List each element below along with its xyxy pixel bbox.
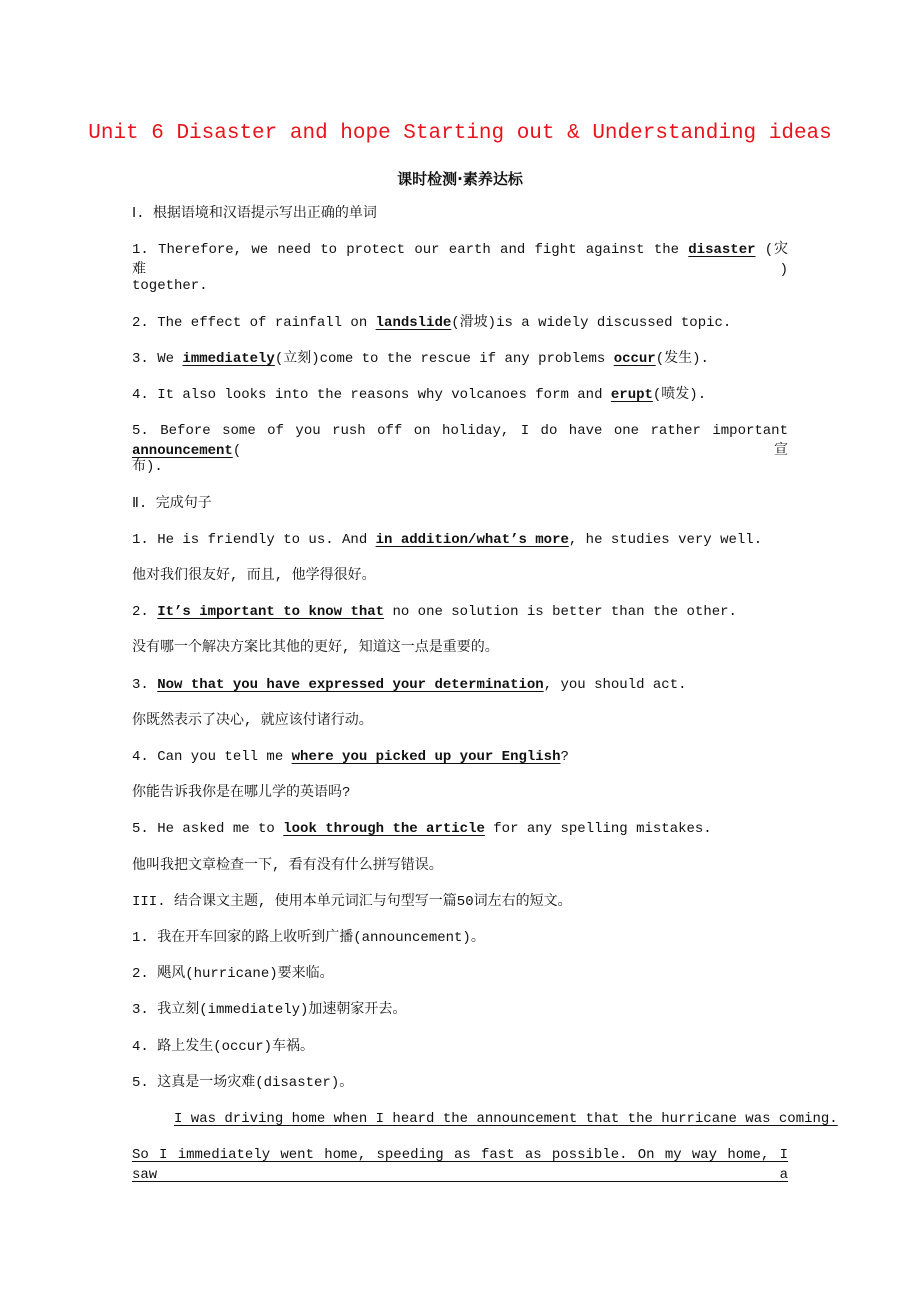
text-line [132, 819, 788, 839]
line-text: 1. He is friendly to us. And [132, 531, 376, 548]
text-line [132, 711, 788, 731]
page-title: Unit 6 Disaster and hope Starting out & Understanding ideas [88, 122, 832, 145]
text-line [132, 1073, 788, 1093]
line-text: 3. [132, 676, 158, 693]
text-line [132, 928, 788, 948]
text-line [132, 457, 788, 477]
text-line [132, 892, 788, 912]
line-text: Ⅰ. 根据语境和汉语提示写出正确的单词 [132, 206, 377, 222]
text-line [132, 385, 788, 405]
line-text: 3. We [132, 350, 183, 367]
answer-text: immediately [182, 350, 275, 367]
line-text: 1. Therefore, we need to protect our earth and fight against the [132, 242, 689, 259]
answer-text: look through the article [283, 821, 485, 838]
line-text: , he studies very well. [568, 531, 763, 548]
text-line [132, 530, 788, 550]
line-text: 你能告诉我你是在哪儿学的英语吗? [132, 785, 351, 802]
answer-text: occur [613, 350, 656, 367]
line-text: , you should act. [543, 676, 687, 693]
answer-text: It’s important to know that [157, 604, 385, 621]
text-line [132, 675, 788, 695]
line-text: 4. It also looks into the reasons why volcanoes form and [132, 387, 611, 403]
text-line [132, 1145, 788, 1185]
answer-text: I was driving home when I heard the announcement that the hurricane was coming. [174, 1111, 838, 1127]
line-text: 5. He asked me to [132, 821, 284, 838]
line-text: no one solution is better than the other. [384, 604, 737, 621]
line-text: 你既然表示了决心, 就应该付诸行动。 [132, 712, 373, 729]
answer-text: erupt [610, 387, 653, 403]
text-line [132, 494, 788, 514]
line-text: 2. 飓风(hurricane)要来临。 [132, 966, 334, 983]
line-text: 5. 这真是一场灾难(disaster)。 [132, 1074, 354, 1091]
line-text: 他叫我把文章检查一下, 看有没有什么拼写错误。 [132, 857, 443, 874]
text-line [132, 276, 788, 296]
line-text: 布). [132, 459, 163, 476]
text-line [174, 1109, 838, 1129]
line-text: for any spelling mistakes. [484, 821, 712, 838]
line-text: 1. 我在开车回家的路上收听到广播(announcement)。 [132, 930, 485, 946]
text-line [132, 638, 788, 658]
answer-text: landslide [375, 314, 452, 331]
line-text: 5. Before some of you rush off on holiday, I do have one rather important [132, 423, 788, 440]
line-text: 2. The effect of rainfall on [132, 314, 376, 331]
text-line [132, 602, 788, 622]
answer-text: Now that you have expressed your determination [157, 676, 544, 693]
text-line [132, 856, 788, 876]
text-line [132, 747, 788, 767]
answer-text: disaster [688, 242, 756, 259]
page-subtitle: 课时检测·素养达标 [397, 170, 523, 188]
line-text: (滑坡)is a widely discussed topic. [451, 314, 732, 331]
text-line [132, 421, 788, 461]
text-line [132, 204, 788, 224]
text-line [132, 240, 788, 280]
answer-text: where you picked up your English [291, 749, 561, 765]
line-text: (发生). [655, 350, 709, 367]
text-line [132, 313, 788, 333]
line-text: III. 结合课文主题, 使用本单元词汇与句型写一篇50词左右的短文。 [132, 893, 572, 910]
text-line [132, 1000, 788, 1020]
line-text: (立刻)come to the rescue if any problems [274, 350, 614, 367]
answer-text: in addition/what’s more [375, 531, 569, 548]
text-line [132, 566, 788, 586]
line-text: (宣 [232, 443, 788, 460]
text-line [132, 783, 788, 803]
text-line [132, 1037, 788, 1057]
line-text: (灾难) [132, 242, 788, 279]
line-text: 他对我们很友好, 而且, 他学得很好。 [132, 568, 376, 584]
answer-text: announcement [132, 443, 233, 460]
line-text: together. [132, 278, 208, 295]
line-text: 4. Can you tell me [132, 749, 292, 765]
line-text: Ⅱ. 完成句子 [132, 495, 212, 512]
text-line [132, 349, 788, 369]
line-text: 2. [132, 604, 158, 621]
line-text: (喷发). [652, 387, 707, 403]
text-line [132, 964, 788, 984]
line-text: 3. 我立刻(immediately)加速朝家开去。 [132, 1002, 407, 1019]
answer-text: So I immediately went home, speeding as fast as possible. On my way home, I saw a [132, 1147, 788, 1184]
line-text: ? [560, 749, 569, 765]
line-text: 没有哪一个解决方案比其他的更好, 知道这一点是重要的。 [132, 640, 499, 657]
line-text: 4. 路上发生(occur)车祸。 [132, 1038, 315, 1055]
